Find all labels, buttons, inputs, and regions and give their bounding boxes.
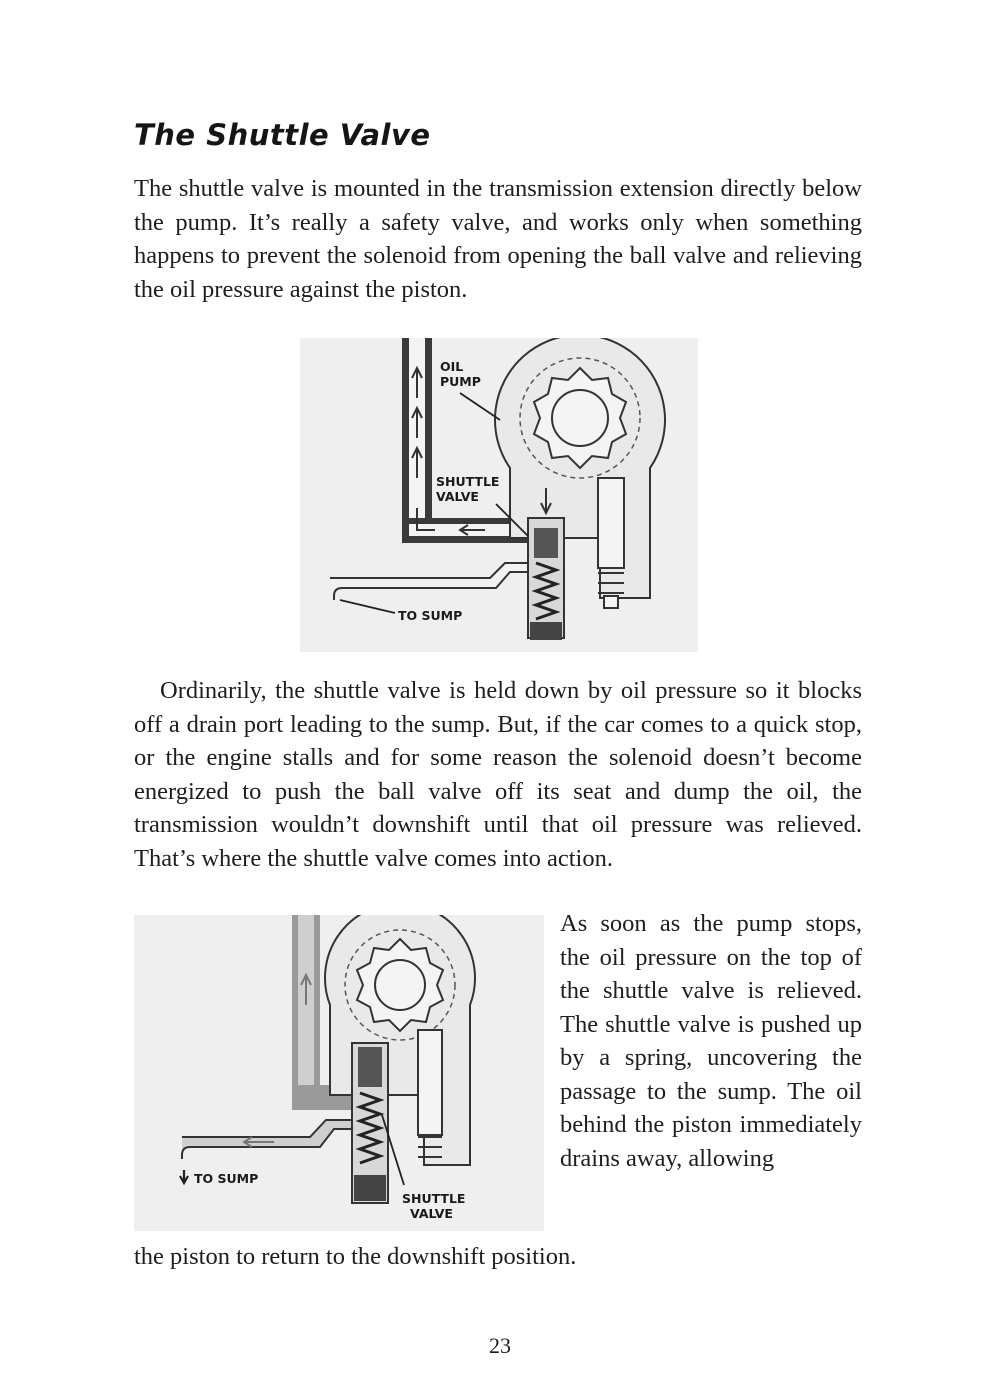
to-sump-label-2: TO SUMP [194, 1171, 259, 1186]
page-number: 23 [489, 1333, 511, 1358]
shuttle-label-2: SHUTTLE [402, 1191, 466, 1206]
side-paragraph: As soon as the pump stops, the oil pressure on the top of the shuttle valve is relieved. The shuttle valve is pushed up by a spring, uncovering the passage to the sump. The oil behind the piston immediately drains away, allowing [560, 910, 862, 1172]
valve-label: VALVE [436, 489, 479, 504]
intro-paragraph: The shuttle valve is mounted in the transmission extension directly below the pump. It’s really a safety valve, and works only when something happens to prevent the solenoid from opening the ball valve and relieving the oil pressure against the piston. [134, 175, 862, 303]
oil-label: OIL [440, 359, 464, 374]
shuttle-valve-open-diagram [134, 915, 544, 1231]
pump-label: PUMP [440, 374, 481, 389]
section-heading: The Shuttle Valve [134, 118, 431, 152]
shuttle-valve-closed-diagram [300, 338, 698, 652]
shuttle-label: SHUTTLE [436, 474, 500, 489]
valve-label-2: VALVE [410, 1206, 453, 1221]
body-paragraph: Ordinarily, the shuttle valve is held down by oil pressure so it blocks off a drain port leading to the sump. But, if the car comes to a quick stop, or the engine stalls and for some reason the solenoid doesn’t become energized to push the ball valve off its seat and dump the oil, the transmission wouldn’t downshift until that oil pressure was relieved. That’s where the shuttle valve comes into action. [134, 677, 862, 872]
to-sump-label: TO SUMP [398, 608, 463, 623]
closing-line: the piston to return to the downshift position. [134, 1243, 577, 1270]
